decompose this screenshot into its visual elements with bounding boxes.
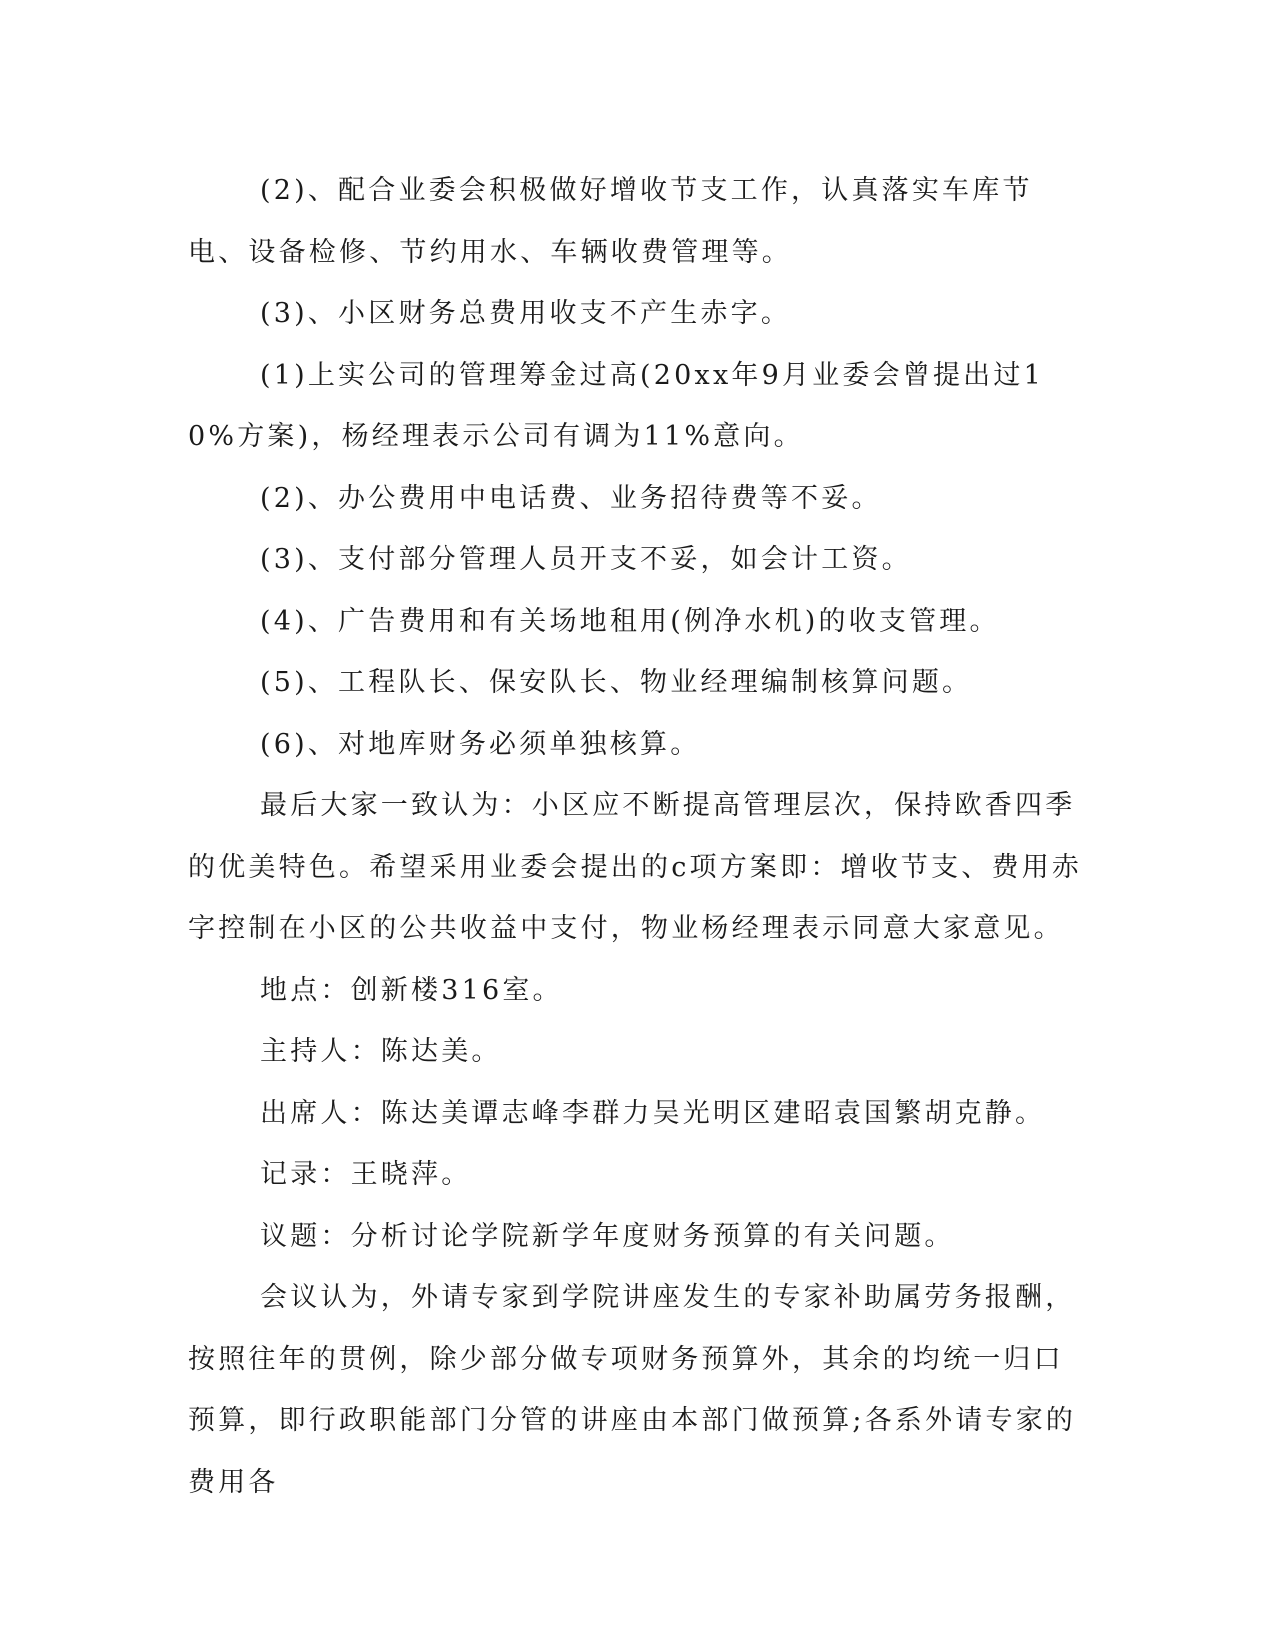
paragraph-2: (3)、小区财务总费用收支不产生赤字。 (260, 298, 792, 329)
paragraph-10: 地点：创新楼316室。 (260, 974, 563, 1006)
paragraph-15: 会议认为，外请专家到学院讲座发生的专家补助属劳务报酬，按照往年的贯例，除少部分做专项财务预算外，其余的均统一归口预算，即行政职能部门分管的讲座由本部门做预算;各系外请专家的费用各 (188, 1282, 1077, 1498)
paragraph-13: 记录：王晓萍。 (260, 1159, 472, 1190)
paragraph-14: 议题：分析讨论学院新学年度财务预算的有关问题。 (260, 1220, 955, 1252)
paragraph-9: 最后大家一致认为：小区应不断提高管理层次，保持欧香四季的优美特色。希望采用业委会提出的c项方案即：增收节支、费用赤字控制在小区的公共收益中支付，物业杨经理表示同意大家意见。 (188, 790, 1083, 944)
paragraph-5: (3)、支付部分管理人员开支不妥，如会计工资。 (260, 544, 912, 575)
paragraph-8: (6)、对地库财务必须单独核算。 (260, 728, 701, 760)
document-body (188, 160, 1088, 1513)
paragraph-11: 主持人：陈达美。 (260, 1036, 502, 1067)
paragraph-4: (2)、办公费用中电话费、业务招待费等不妥。 (260, 482, 882, 514)
paragraph-12: 出席人：陈达美谭志峰李群力吴光明区建昭袁国繁胡克静。 (260, 1097, 1046, 1129)
paragraph-1: (2)、配合业委会积极做好增收节支工作，认真落实车库节电、设备检修、节约用水、车辆收费管理等。 (188, 175, 1033, 268)
paragraph-7: (5)、工程队长、保安队长、物业经理编制核算问题。 (260, 667, 973, 698)
paragraph-6: (4)、广告费用和有关场地租用(例净水机)的收支管理。 (260, 605, 1000, 637)
paragraph-3: (1)上实公司的管理筹金过高(20xx年9月业委会曾提出过10%方案)，杨经理表示公司有调为11%意向。 (188, 359, 1044, 452)
